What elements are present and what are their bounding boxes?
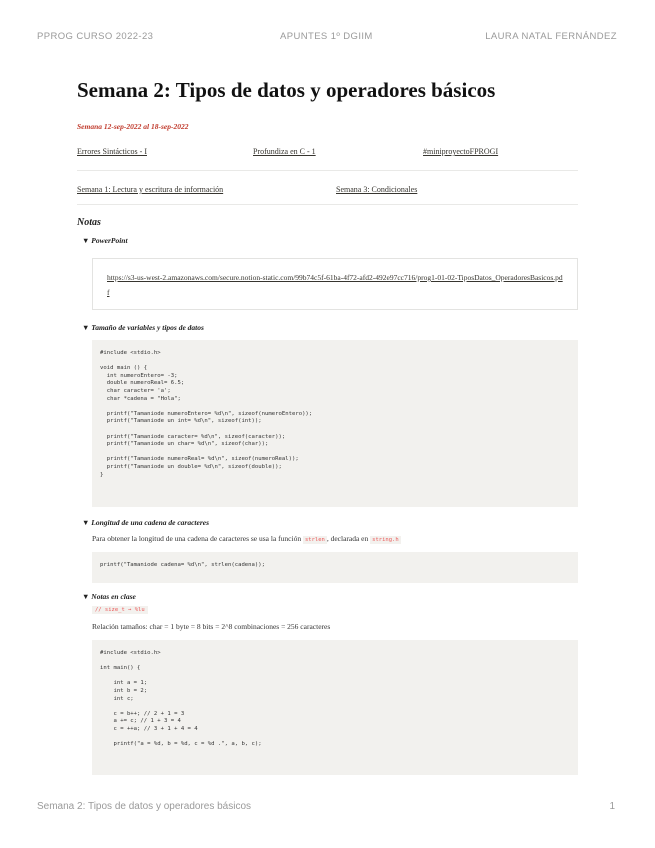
link-semana-3[interactable]: Semana 3: Condicionales (336, 185, 418, 194)
divider (77, 170, 578, 171)
link-miniproyecto[interactable]: #miniproyectoFPROGI (423, 147, 499, 156)
toggle-notas-clase[interactable]: ▼ Notas en clase (82, 592, 136, 601)
link-profundiza-en-c[interactable]: Profundiza en C - 1 (253, 147, 316, 156)
header-notes: APUNTES 1º DGIIM (280, 31, 373, 42)
toggle-powerpoint[interactable]: ▼ PowerPoint (82, 236, 128, 245)
notas-heading: Notas (77, 217, 101, 228)
link-semana-1[interactable]: Semana 1: Lectura y escritura de información (77, 185, 224, 194)
powerpoint-bookmark[interactable] (92, 258, 578, 310)
toggle-tamano-variables[interactable]: ▼ Tamaño de variables y tipos de datos (82, 323, 204, 332)
inline-code-strlen: strlen (304, 537, 325, 543)
link-errores-sintacticos[interactable]: Errores Sintácticos - I (77, 147, 147, 156)
header-author: LAURA NATAL FERNÁNDEZ (485, 31, 617, 42)
code-block-operadores: #include <stdio.h> int main() { int a = 1; int b = 2; int c; c = b++; // 2 + 1 = 3 a += c; // 1 + 3 = 4 c = ++a; // 3 + 1 + 4 = 4 printf("a = %d, b = %d, c = %d .", a, b, c); (92, 640, 578, 775)
powerpoint-url[interactable]: https://s3-us-west-2.amazonaws.com/secure.notion-static.com/99b74c5f-61ba-4f72-afd2-492e97cc716/prog1-01-02-TiposDatos_OperadoresBasicos.pdf (107, 273, 563, 297)
relacion-tamanos: Relación tamaños: char = 1 byte = 8 bits = 2^8 combinaciones = 256 caracteres (92, 622, 331, 631)
code-block-sizeof: #include <stdio.h> void main () { int numeroEntero= -3; double numeroReal= 6.5; char caracter= 'a'; char *cadena = "Hola"; printf("Tamaniode numeroEntero= %d\n", sizeof(numeroEntero)); printf("Tamaniode un int= %d\n", sizeof(int)); printf("Tamaniode caracter= %d\n", sizeof(caracter)); printf("Tamaniode un char= %d\n", sizeof(char)); printf("Tamaniode numeroReal= %d\n", sizeof(numeroReal)); printf("Tamaniode un double= %d\n", sizeof(double)); } (92, 340, 578, 507)
footer-title: Semana 2: Tipos de datos y operadores básicos (37, 801, 252, 812)
longitud-text-before: Para obtener la longitud de una cadena de caracteres se usa la función (92, 534, 303, 543)
page-title: Semana 2: Tipos de datos y operadores básicos (77, 78, 496, 102)
header-course: PPROG CURSO 2022-23 (37, 31, 154, 42)
date-range: Semana 12-sep-2022 al 18-sep-2022 (77, 122, 189, 131)
comment-size-t: // size_t → %lu (92, 606, 148, 614)
code-block-strlen: printf("Tamaniode cadena= %d\n", strlen(cadena)); (92, 552, 578, 583)
longitud-text-middle: , declarada en (326, 534, 371, 543)
longitud-paragraph (92, 534, 401, 543)
inline-code-string-h: string.h (372, 537, 399, 543)
page-number: 1 (609, 801, 615, 812)
divider (77, 204, 578, 205)
toggle-longitud-cadena[interactable]: ▼ Longitud de una cadena de caracteres (82, 518, 209, 527)
